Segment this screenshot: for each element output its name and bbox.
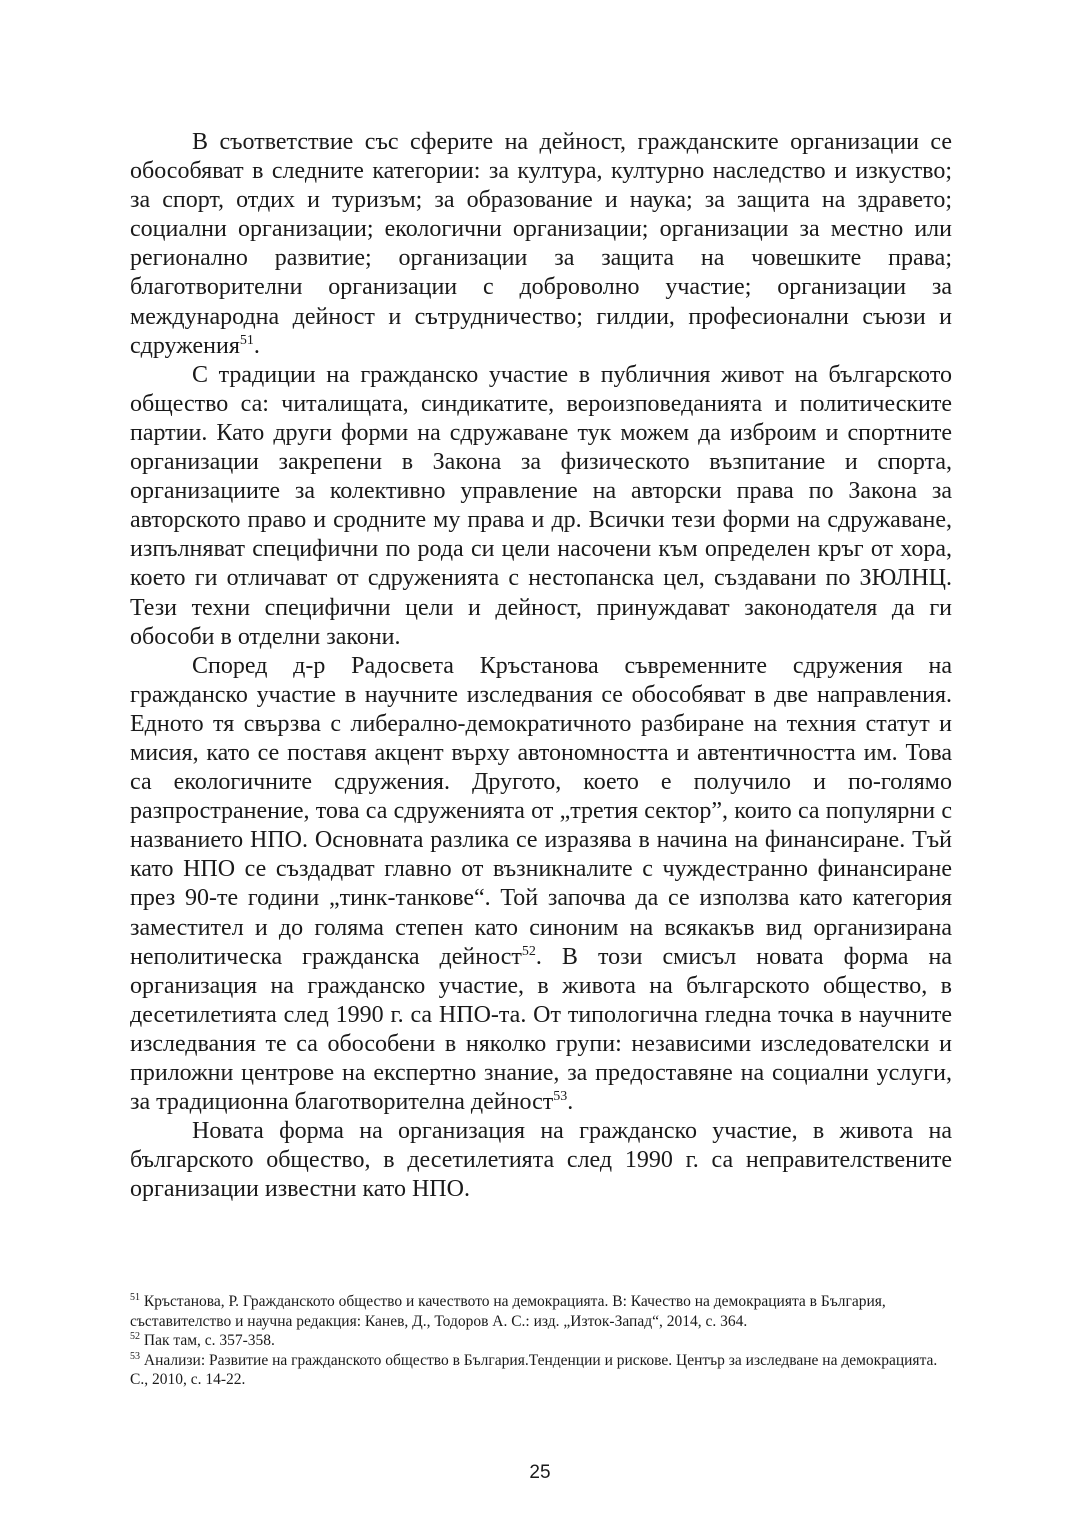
paragraph-categories [130, 128, 952, 361]
footnote-number: 53 [130, 1350, 140, 1362]
paragraph-text: В съответствие със сферите на дейност, гражданските организации се обособяват в следните категории: за култура, културно наследство и изкуство; за спорт, отдих и туризъм; за образование и наука; за защита на здравето; социални организации; екологични организации; организации за местно или регионално развитие; организации за защита на човешките права; благотворителни организации с доброволно участие; организации за международна дейност и сътрудничество; гилдии, професионални съюзи и сдружения [130, 129, 952, 359]
footnote-number: 52 [130, 1330, 140, 1342]
paragraph-new-form [130, 1117, 952, 1204]
footnote-text: Анализи: Развитие на гражданското общество в България.Тенденции и рискове. Център за изследване на демокрацията. С., 2010, с. 14-22. [130, 1351, 938, 1388]
page-number: 25 [529, 1462, 551, 1483]
paragraph-text: Според д-р Радосвета Кръстанова съвременните сдружения на гражданско участие в научните изследвания се обособяват в две направления. Едното тя свързва с либерално-демократичното разбиране на техния статут и мисия, като се поставя акцент върху автономността и автентичността им. Това са екологичните сдружения. Другото, което е получило и по-голямо разпространение, това са сдруженията от „третия сектор”, които са популярни с названието НПО. Основната разлика се изразява в начина на финансиране. Тъй като НПО се създадват главно от възникналите с чуждестранно финансиране през 90-те години „тинк-танкове“. Той започва да се използва като категория заместител и до голяма степен като синоним на всякакъв вид организирана неполитическа гражданска дейност [130, 652, 952, 970]
footnote-53 [130, 1351, 952, 1390]
footnote-ref-52: 52 [521, 943, 536, 959]
footnote-number: 51 [130, 1291, 140, 1303]
footnote-ref-51: 51 [239, 332, 254, 348]
footnotes [130, 1292, 952, 1390]
footnote-ref-53: 53 [553, 1089, 568, 1105]
footnote-text: Кръстанова, Р. Гражданското общество и качеството на демокрацията. В: Качество на демокрацията в България, съставителство и научна редакция: Канев, Д., Тодоров А. С.: изд. „Изток-Запад“, 2014, с. 364. [130, 1293, 886, 1330]
footnote-text: Пак там, с. 357-358. [140, 1332, 275, 1349]
paragraph-traditions [130, 361, 952, 652]
paragraph-text: Новата форма на организация на гражданско участие, в живота на българското общество, в десетилетията след 1990 г. са неправителствените организации известни като НПО. [130, 1118, 952, 1203]
body-text [130, 128, 952, 1204]
paragraph-text: С традиции на гражданско участие в публичния живот на българското общество са: читалищата, синдикатите, вероизповеданията и политическите партии. Като други форми на сдружаване тук можем да изброим и спортните организации закрепени в Закона за физическото възпитание и спорта, организациите за колективно управление на авторски права по Закона за авторското право и сродните му права и др. Всички тези форми на сдружаване, изпълняват специфични по рода си цели насочени към определен кръг от хора, което ги отличават от сдруженията с нестопанска цел, създавани по ЗЮЛНЦ. Тези техни специфични цели и дейност, принуждават законодателя да ги обособи в отделни закони. [130, 361, 952, 650]
paragraph-krastanova [130, 652, 952, 1118]
paragraph-tail: . В този смисъл новата форма на организация на гражданско участие, в живота на българското общество, в десетилетията след 1990 г. са НПО-та. От типологична гледна точка в научните изследвания те са обособени в няколко групи: независими изследователски и приложни центрове на експертно знание, за предоставяне на социални услуги, за традиционна благотворителна дейност [130, 943, 952, 1116]
paragraph-tail: . [253, 332, 260, 359]
paragraph-tail: . [567, 1089, 574, 1116]
footnote-52 [130, 1331, 952, 1351]
footnote-51 [130, 1292, 952, 1331]
